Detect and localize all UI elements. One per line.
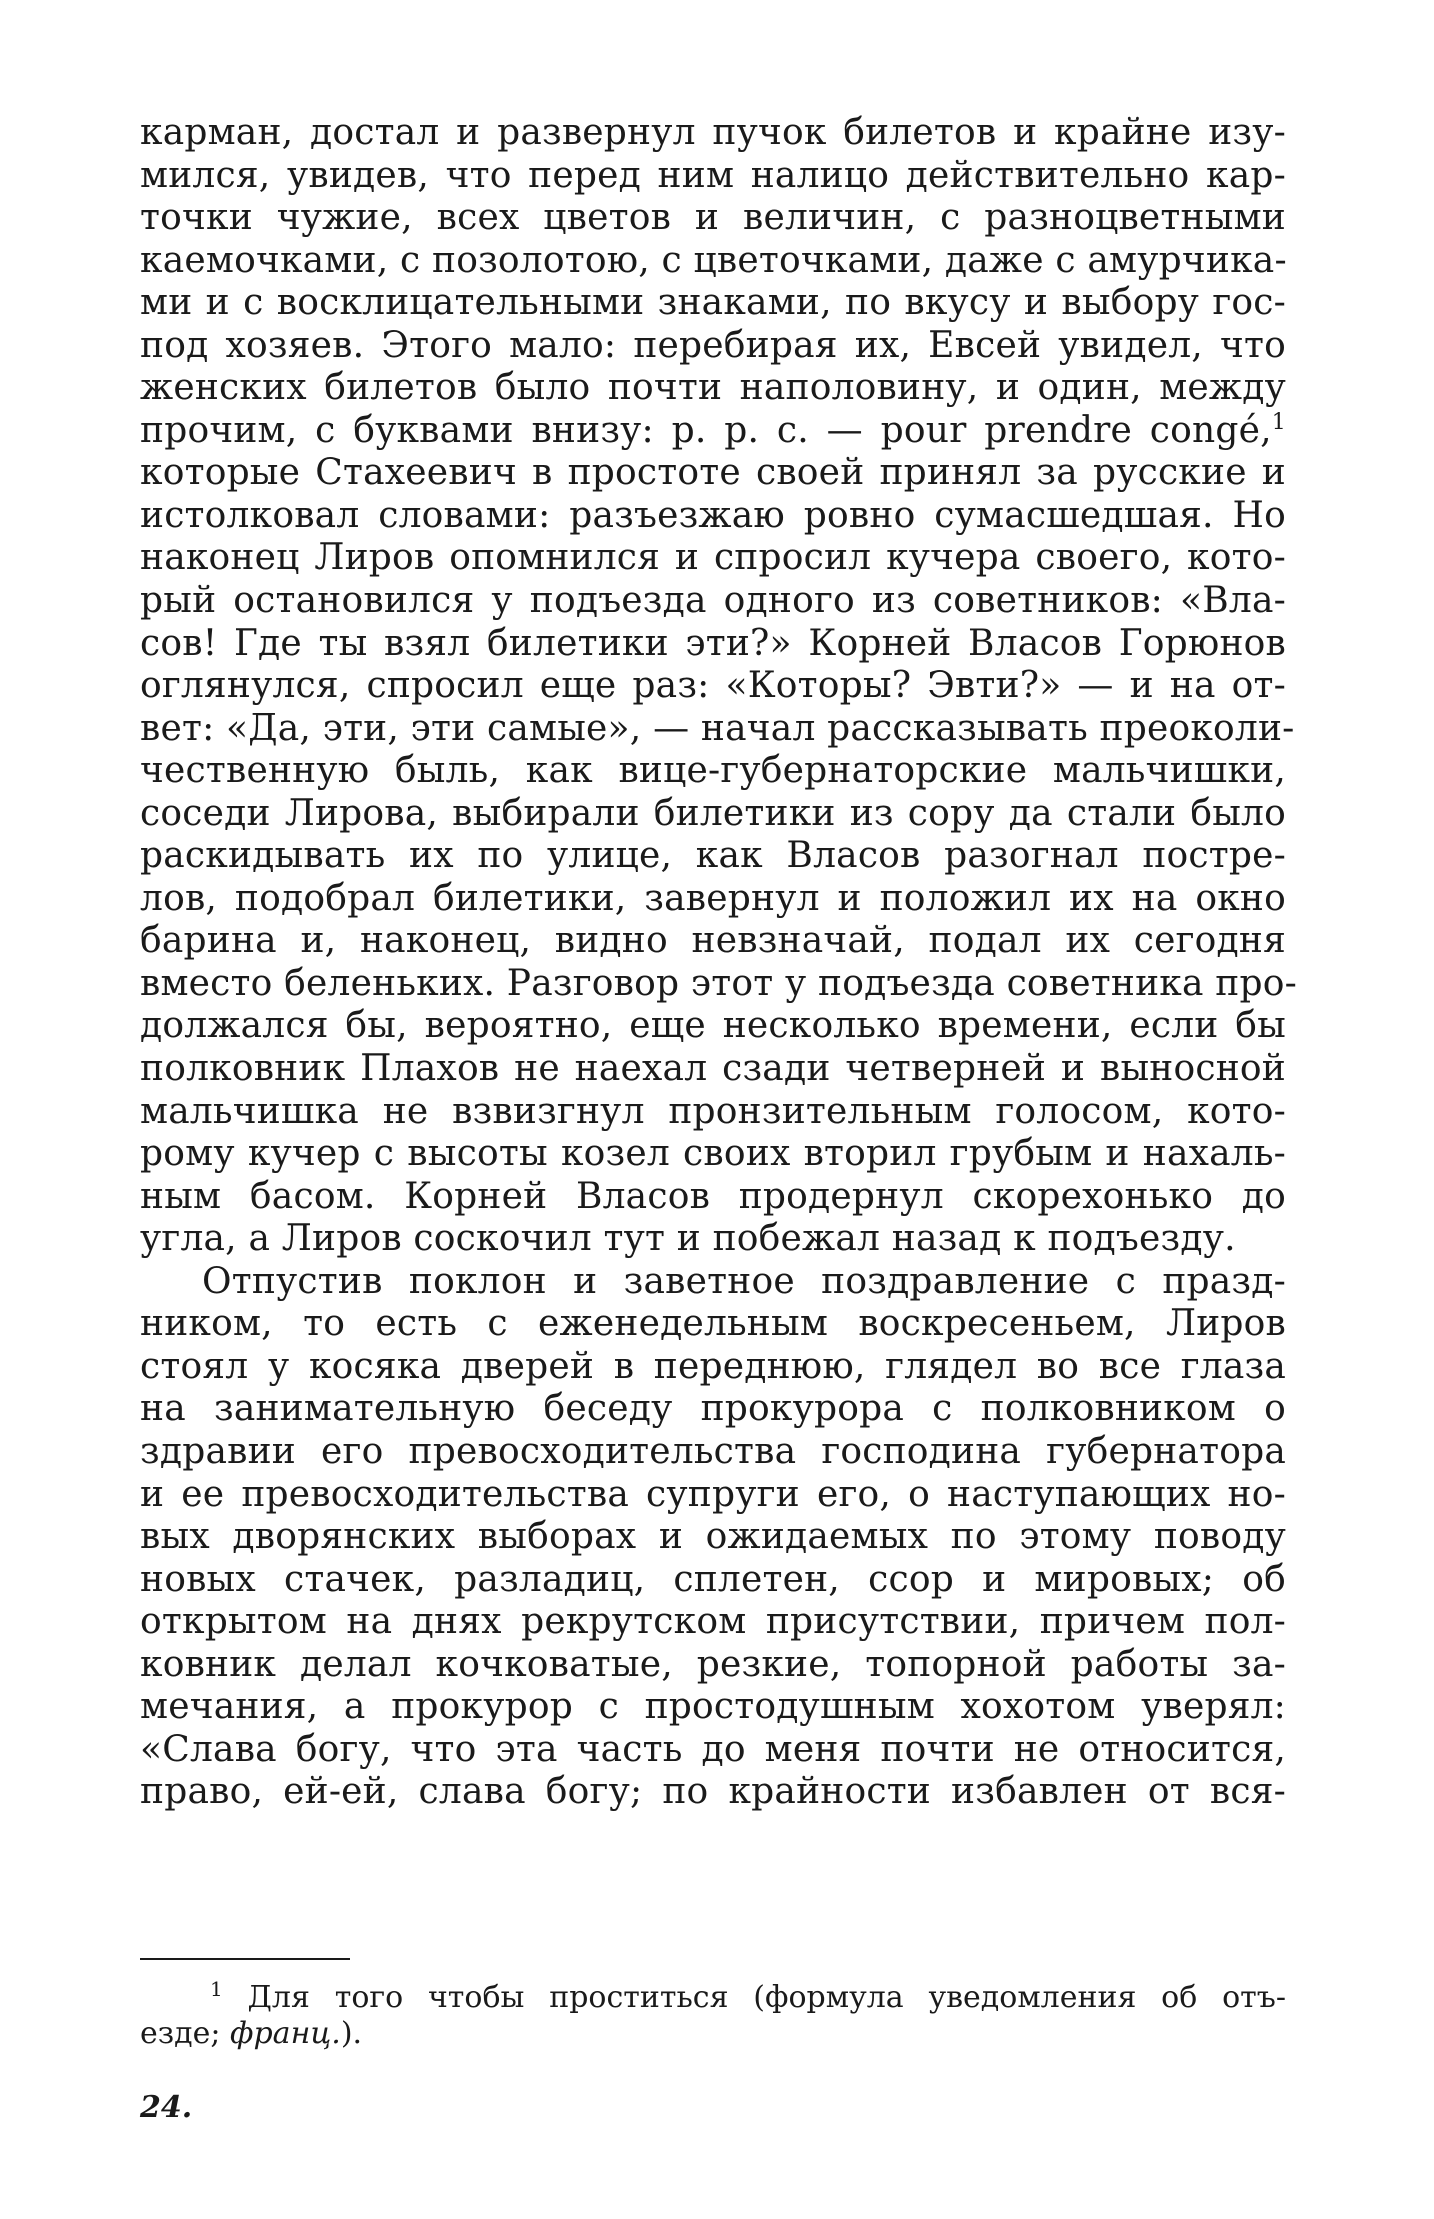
text-line-23: полковник Плахов не наехал сзади четверней и выносной: [140, 1048, 1286, 1090]
text-line-19: лов, подобрал билетики, завернул и положил их на окно: [140, 877, 1286, 919]
text-line-40: право, ей-ей, слава богу; по крайности избавлен от вся-: [140, 1771, 1286, 1813]
text-line-20: барина и, наконец, видно невзначай, подал их сегодня: [140, 920, 1286, 962]
text-line-38: мечания, а прокурор с простодушным хохотом уверял:: [140, 1686, 1286, 1728]
text-line-25: рому кучер с высоты козел своих вторил грубым и нахаль-: [140, 1133, 1286, 1175]
text-line-36: открытом на днях рекрутском присутствии, причем пол-: [140, 1601, 1286, 1643]
text-line-4: каемочками, с позолотою, с цветочками, даже с амурчика-: [140, 239, 1287, 281]
main-text: [140, 112, 1297, 1814]
text-line-26: ным басом. Корней Власов продернул скорехонько до: [140, 1175, 1286, 1217]
text-line-34: вых дворянских выборах и ожидаемых по этому поводу: [140, 1516, 1286, 1558]
text-line-24: мальчишка не взвизгнул пронзительным голосом, кото-: [140, 1090, 1286, 1132]
text-line-21: вместо беленьких. Разговор этот у подъезда советника про-: [140, 962, 1297, 1004]
footnote-line-2: [140, 2016, 1286, 2052]
text-line-7: женских билетов было почти наполовину, и один, между: [140, 367, 1286, 409]
text-line-8-content: прочим, с буквами внизу: р. р. с. — pour prendre congé,: [140, 409, 1272, 451]
text-line-10: истолковал словами: разъезжаю ровно сумасшедшая. Но: [140, 494, 1286, 536]
text-line-12: рый остановился у подъезда одного из советников: «Вла-: [140, 580, 1286, 622]
text-line-37: ковник делал кочковатые, резкие, топорной работы за-: [140, 1643, 1286, 1685]
text-line-15: вет: «Да, эти, эти самые», — начал рассказывать преоколи-: [140, 707, 1295, 749]
text-line-14: оглянулся, спросил еще раз: «Которы? Эвти?» — и на от-: [140, 665, 1286, 707]
text-line-30: стоял у косяка дверей в переднюю, глядел во все глаза: [140, 1345, 1286, 1387]
text-line-17: соседи Лирова, выбирали билетики из сору да стали было: [140, 792, 1286, 834]
footnote-line-1-content: Для того чтобы проститься (формула уведомления об отъ-: [247, 1980, 1286, 2015]
footnote-end: ).: [340, 2016, 363, 2051]
footnote-reference: 1: [1271, 409, 1286, 435]
text-line-35: новых стачек, разладиц, сплетен, ссор и мировых; об: [140, 1558, 1286, 1600]
text-line-13: сов! Где ты взял билетики эти?» Корней Власов Горюнов: [140, 622, 1286, 664]
text-line-22: должался бы, вероятно, еще несколько времени, если бы: [140, 1005, 1286, 1047]
text-line-18: раскидывать их по улице, как Власов разогнал постре-: [140, 835, 1286, 877]
footnote-line-2-content: езде;: [140, 2016, 221, 2051]
text-line-5: ми и с восклицательными знаками, по вкусу и выбору гос-: [140, 282, 1286, 324]
text-line-2: мился, увидев, что перед ним налицо действительно кар-: [140, 154, 1286, 196]
text-line-1: карман, достал и развернул пучок билетов и крайне изу-: [140, 112, 1286, 153]
footnote-line-1: [140, 1977, 1286, 2016]
text-line-9: которые Стахеевич в простоте своей принял за русские и: [140, 452, 1286, 494]
page-number: 24.: [140, 2090, 193, 2125]
text-line-28: Отпустив поклон и заветное поздравление с празд-: [202, 1260, 1286, 1302]
text-line-33: и ее превосходительства супруги его, о наступающих но-: [140, 1473, 1286, 1515]
text-line-3: точки чужие, всех цветов и величин, с разноцветными: [140, 197, 1286, 239]
text-line-11: наконец Лиров опомнился и спросил кучера своего, кото-: [140, 537, 1286, 579]
text-line-29: ником, то есть с еженедельным воскресеньем, Лиров: [140, 1303, 1286, 1345]
text-line-31: на занимательную беседу прокурора с полковником о: [140, 1388, 1286, 1430]
text-line-32: здравии его превосходительства господина губернатора: [140, 1430, 1286, 1472]
footnote: [140, 1977, 1286, 2052]
text-line-16: чественную быль, как вице-губернаторские мальчишки,: [140, 750, 1286, 792]
footnote-marker: 1: [210, 1977, 223, 2001]
text-line-39: «Слава богу, что эта часть до меня почти не относится,: [140, 1728, 1286, 1770]
text-line-8: [140, 410, 1286, 453]
text-line-27: угла, а Лиров соскочил тут и побежал назад к подъезду.: [140, 1218, 1236, 1260]
footnote-divider: [140, 1958, 350, 1960]
footnote-italic-abbrev: франц.: [230, 2016, 341, 2051]
text-line-6: под хозяев. Этого мало: перебирая их, Евсей увидел, что: [140, 324, 1286, 366]
